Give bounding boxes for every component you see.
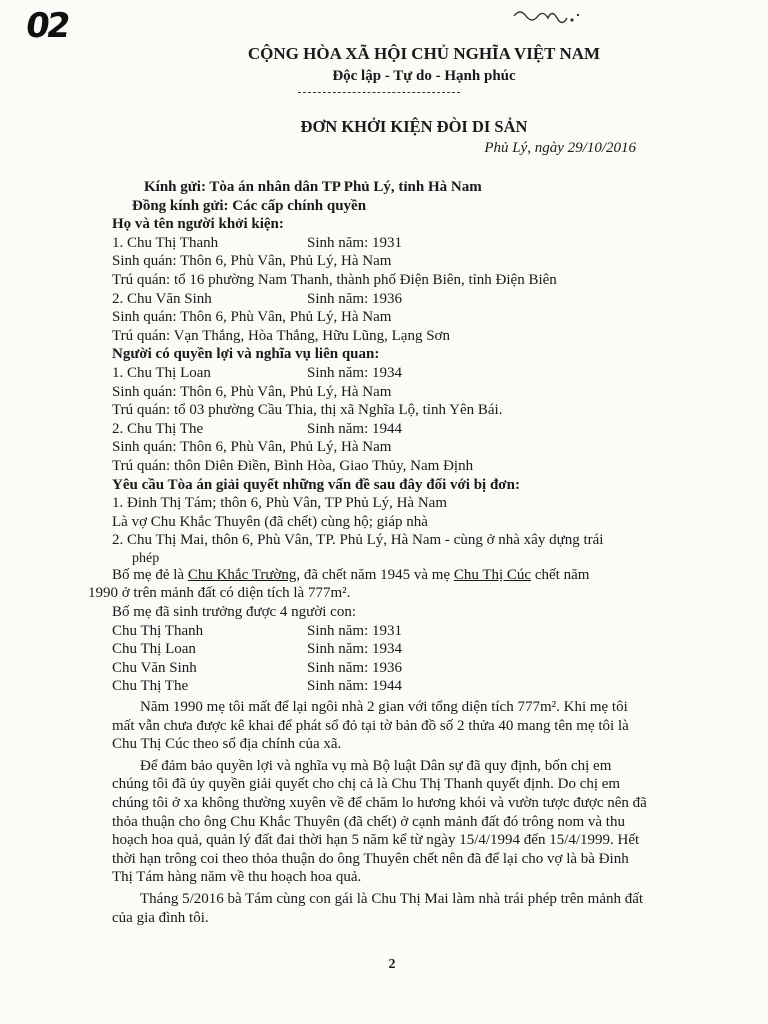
- cc-addressee-line: Đồng kính gửi: Các cấp chính quyền: [132, 197, 367, 214]
- related-parties-heading: Người có quyền lợi và nghĩa vụ liên quan:: [112, 346, 380, 363]
- related-2-birth: Sinh năm: 1944: [307, 420, 403, 437]
- father-name: Chu Khắc Trường: [187, 566, 297, 583]
- paragraph-2: [112, 757, 657, 887]
- plaintiff-2-name: 2. Chu Văn Sinh: [112, 290, 212, 307]
- defendant-1: 1. Đinh Thị Tám; thôn 6, Phù Vân, TP Phủ Lý, Hà Nam: [112, 495, 448, 512]
- children-heading: Bố mẹ đã sinh trưởng được 4 người con:: [112, 604, 356, 621]
- paragraph-2-line: thỏa thuận cho ông Chu Khắc Thuyên (đã chết) ở cạnh mảnh đất đó trông nom và thu: [112, 813, 625, 830]
- paragraph-2-line: chúng tôi đã ủy quyền giải quyết cho chị cả là Chu Thị Thanh quyết định. Do chị em: [112, 776, 621, 793]
- parents-line-1: [112, 566, 657, 585]
- related-1-origin: Sinh quán: Thôn 6, Phù Vân, Phủ Lý, Hà Nam: [112, 383, 392, 400]
- handwritten-page-mark: 02: [23, 6, 71, 46]
- related-1-name: 1. Chu Thị Loan: [112, 364, 211, 381]
- paragraph-1-line: Chu Thị Cúc theo sổ địa chính của xã.: [112, 736, 342, 753]
- plaintiff-1-residence: Trú quán: tổ 16 phường Nam Thanh, thành phố Điện Biên, tỉnh Điện Biên: [112, 271, 557, 288]
- child-2-birth: Sinh năm: 1934: [307, 641, 403, 658]
- paragraph-2-line: hoạch hoa quả, quản lý đất đai thời hạn 5 năm kể từ ngày 15/4/1994 đến 15/4/1999. Hết: [112, 832, 640, 849]
- child-4-birth: Sinh năm: 1944: [307, 678, 403, 695]
- parents-line-2: 1990 ở trên mảnh đất có diện tích là 777m².: [88, 585, 351, 602]
- motto-divider: [298, 92, 460, 93]
- defendants-heading: Yêu cầu Tòa án giải quyết những vấn đề sau đây đối với bị đơn:: [112, 476, 520, 493]
- child-3-name: Chu Văn Sinh: [112, 659, 197, 676]
- plaintiff-2-birth: Sinh năm: 1936: [307, 290, 403, 307]
- paragraph-2-line: Để đảm bảo quyền lợi và nghĩa vụ mà Bộ luật Dân sự đã quy định, bốn chị em: [140, 757, 612, 774]
- related-1-name-row: [112, 364, 657, 383]
- republic-heading: CỘNG HÒA XÃ HỘI CHỦ NGHĨA VIỆT NAM: [247, 44, 601, 63]
- plaintiff-2-name-row: [112, 290, 657, 309]
- paragraph-1: [112, 698, 657, 754]
- parents-text-b: , đã chết năm 1945 và mẹ: [296, 566, 454, 583]
- paragraph-3-line: Tháng 5/2016 bà Tám cùng con gái là Chu Thị Mai làm nhà trái phép trên mảnh đất: [140, 890, 644, 907]
- related-2-residence: Trú quán: thôn Diên Điền, Bình Hòa, Giao Thủy, Nam Định: [112, 457, 474, 474]
- paragraph-2-line: Thị Tám hàng năm về thu hoạch hoa quả.: [112, 869, 362, 886]
- paragraph-2-line: thời hạn trông coi theo thỏa thuận do ông Thuyên chết nên đã để lại cho vợ là bà Đinh: [112, 850, 629, 867]
- plaintiff-1-name-row: [112, 234, 657, 253]
- child-4-name: Chu Thị The: [112, 678, 189, 695]
- plaintiff-2-residence: Trú quán: Vạn Thắng, Hòa Thắng, Hữu Lũng, Lạng Sơn: [112, 327, 450, 344]
- plaintiff-2-origin: Sinh quán: Thôn 6, Phù Vân, Phủ Lý, Hà Nam: [112, 309, 392, 326]
- child-2-name: Chu Thị Loan: [112, 641, 196, 658]
- defendant-2-line2: phép: [132, 550, 160, 566]
- ink-scribble: [512, 6, 582, 28]
- related-1-birth: Sinh năm: 1934: [307, 364, 403, 381]
- child-3-row: [112, 659, 657, 678]
- mother-name: Chu Thị Cúc: [453, 566, 532, 583]
- national-motto: Độc lập - Tự do - Hạnh phúc: [332, 68, 516, 84]
- paragraph-3-line: của gia đình tôi.: [112, 909, 209, 926]
- defendant-1-note: Là vợ Chu Khắc Thuyên (đã chết) cùng hộ; giáp nhà: [112, 513, 428, 530]
- related-2-origin: Sinh quán: Thôn 6, Phù Vân, Phủ Lý, Hà Nam: [112, 439, 392, 456]
- plaintiff-1-name: 1. Chu Thị Thanh: [112, 234, 219, 251]
- page-number: 2: [388, 957, 396, 972]
- plaintiffs-heading: Họ và tên người khởi kiện:: [112, 216, 284, 233]
- addressee-line: Kính gửi: Tòa án nhân dân TP Phủ Lý, tỉnh Hà Nam: [144, 179, 482, 195]
- paragraph-3: [112, 890, 657, 927]
- parents-text-a: Bố mẹ đẻ là: [112, 566, 188, 583]
- child-2-row: [112, 640, 657, 659]
- paragraph-1-line: mất vẫn chưa được kê khai để phát sổ đỏ tại tờ bản đồ số 2 thửa 40 mang tên mẹ tôi là: [112, 717, 629, 734]
- child-1-name: Chu Thị Thanh: [112, 622, 204, 639]
- child-4-row: [112, 677, 657, 696]
- child-1-birth: Sinh năm: 1931: [307, 622, 403, 639]
- paragraph-1-line: Năm 1990 mẹ tôi mất để lại ngôi nhà 2 gian với tổng diện tích 777m². Khi mẹ tôi: [140, 699, 628, 716]
- related-2-name: 2. Chu Thị The: [112, 420, 204, 437]
- paragraph-2-line: chúng tôi ở xa không thường xuyên về để chăm lo hương khói và vườn tược được nên đã: [112, 795, 647, 811]
- plaintiff-1-birth: Sinh năm: 1931: [307, 234, 403, 251]
- plaintiff-1-origin: Sinh quán: Thôn 6, Phù Vân, Phủ Lý, Hà Nam: [112, 253, 392, 270]
- document-body: [88, 178, 657, 927]
- child-1-row: [112, 622, 657, 641]
- related-2-name-row: [112, 420, 657, 439]
- parents-text-c: chết năm: [531, 566, 590, 583]
- document-title: ĐƠN KHỞI KIỆN ĐÒI DI SẢN: [300, 117, 528, 136]
- defendant-2-line1: 2. Chu Thị Mai, thôn 6, Phù Vân, TP. Phủ Lý, Hà Nam - cùng ở nhà xây dựng trái: [112, 532, 604, 549]
- related-1-residence: Trú quán: tổ 03 phường Cầu Thia, thị xã Nghĩa Lộ, tỉnh Yên Bái.: [112, 402, 503, 419]
- place-and-date: Phủ Lý, ngày 29/10/2016: [484, 140, 636, 156]
- child-3-birth: Sinh năm: 1936: [307, 659, 403, 676]
